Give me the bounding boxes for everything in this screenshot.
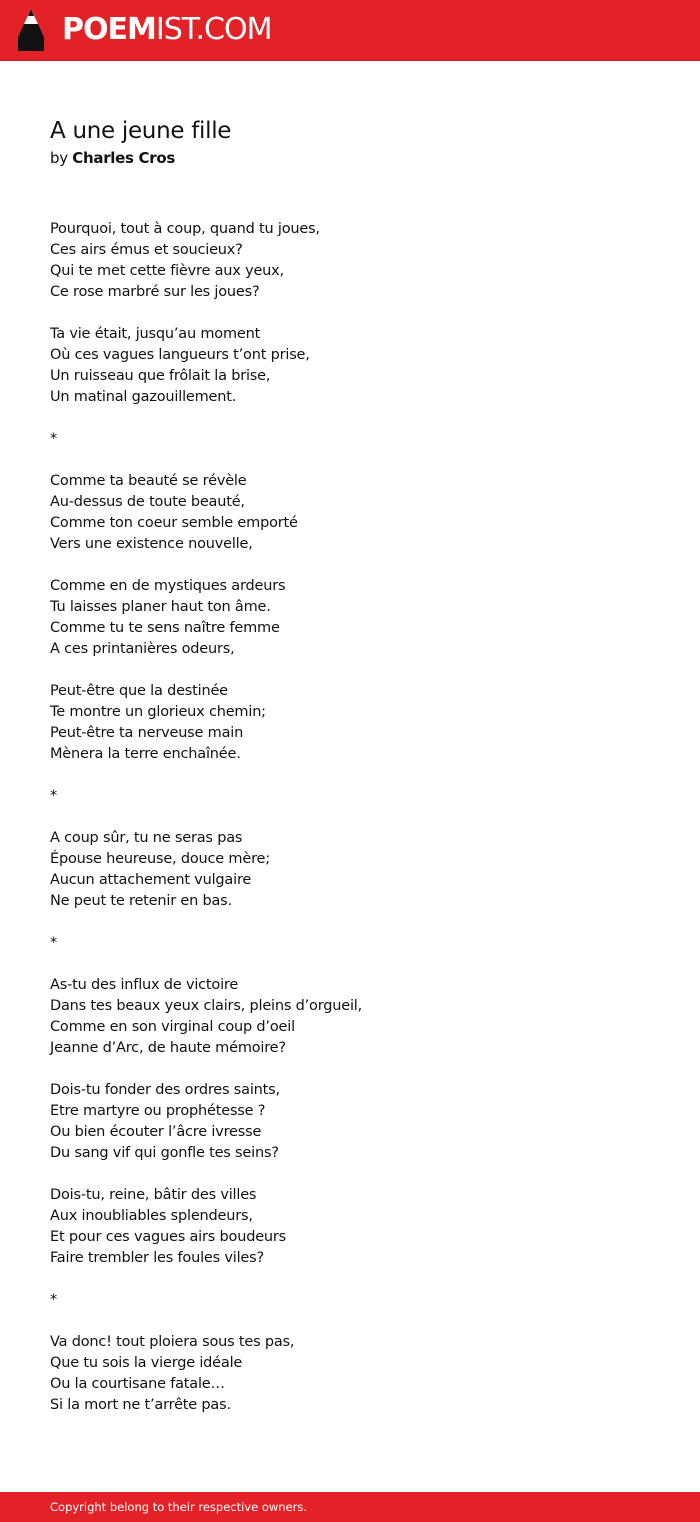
stanza	[50, 471, 650, 555]
poem-line: Peut-être ta nerveuse main	[50, 725, 244, 741]
poem-line: As-tu des influx de victoire	[50, 977, 239, 993]
poem-line: Ou bien écouter l’âcre ivresse	[50, 1124, 262, 1140]
poem-line: Aucun attachement vulgaire	[50, 872, 252, 888]
stanza	[50, 324, 650, 408]
poem-line: Dois-tu, reine, bâtir des villes	[50, 1187, 257, 1203]
poem-line: Vers une existence nouvelle,	[50, 536, 253, 552]
copyright-text: Copyright belong to their respective owners.	[50, 1500, 308, 1514]
poem-line: Va donc! tout ploiera sous tes pas,	[50, 1334, 295, 1350]
stanza	[50, 1080, 650, 1164]
poem-line: Ou la courtisane fatale…	[50, 1376, 225, 1392]
poem-line: Ne peut te retenir en bas.	[50, 893, 232, 909]
poem-line: Au-dessus de toute beauté,	[50, 494, 245, 510]
stanza	[50, 681, 650, 765]
poem-heading	[50, 116, 231, 168]
site-logo-text[interactable]	[62, 12, 271, 48]
poem-line: Comme en son virginal coup d’oeil	[50, 1019, 295, 1035]
poem-line: Pourquoi, tout à coup, quand tu joues,	[50, 221, 320, 237]
poem-line: *	[50, 935, 58, 951]
stanza-separator	[50, 1290, 650, 1311]
poem-line: Épouse heureuse, douce mère;	[50, 851, 270, 867]
poem-line: Tu laisses planer haut ton âme.	[50, 599, 271, 615]
poem-line: Ces airs émus et soucieux?	[50, 242, 243, 258]
stanza-separator	[50, 933, 650, 954]
poem-line: Qui te met cette fièvre aux yeux,	[50, 263, 284, 279]
poem-line: Et pour ces vagues airs boudeurs	[50, 1229, 287, 1245]
poem-title: A une jeune fille	[50, 118, 232, 144]
poem-line: Faire trembler les foules viles?	[50, 1250, 264, 1266]
poem-line: Comme ton coeur semble emporté	[50, 515, 298, 531]
poem-line: Mènera la terre enchaînée.	[50, 746, 241, 762]
stanza-separator	[50, 786, 650, 807]
stanza	[50, 828, 650, 912]
byline	[50, 148, 231, 168]
poem-line: Dois-tu fonder des ordres saints,	[50, 1082, 280, 1098]
stanza-separator	[50, 429, 650, 450]
poem-line: Peut-être que la destinée	[50, 683, 228, 699]
author-name[interactable]: Charles Cros	[72, 149, 175, 167]
poem-line: Ce rose marbré sur les joues?	[50, 284, 260, 300]
stanza	[50, 1332, 650, 1416]
poem-line: Etre martyre ou prophétesse ?	[50, 1103, 266, 1119]
poem-body	[50, 219, 650, 1437]
poem-line: Aux inoubliables splendeurs,	[50, 1208, 253, 1224]
brand-bold: POEM	[62, 12, 156, 47]
stanza	[50, 1185, 650, 1269]
poem-line: Dans tes beaux yeux clairs, pleins d’orgueil,	[50, 998, 363, 1014]
poem-line: *	[50, 1292, 58, 1308]
site-header	[0, 0, 700, 61]
poem-line: Comme tu te sens naître femme	[50, 620, 280, 636]
poem-line: *	[50, 431, 58, 447]
stanza	[50, 975, 650, 1059]
poem-line: Comme ta beauté se révèle	[50, 473, 247, 489]
poem-line: Comme en de mystiques ardeurs	[50, 578, 286, 594]
poem-line: Un ruisseau que frôlait la brise,	[50, 368, 271, 384]
poem-line: A ces printanières odeurs,	[50, 641, 235, 657]
pencil-logo-icon[interactable]	[18, 9, 44, 51]
poem-line: Jeanne d’Arc, de haute mémoire?	[50, 1040, 286, 1056]
poem-line: Si la mort ne t’arrête pas.	[50, 1397, 231, 1413]
poem-line: Te montre un glorieux chemin;	[50, 704, 266, 720]
poem-line: A coup sûr, tu ne seras pas	[50, 830, 243, 846]
poem-line: Que tu sois la vierge idéale	[50, 1355, 243, 1371]
poem-line: Un matinal gazouillement.	[50, 389, 237, 405]
byline-prefix: by	[50, 149, 68, 167]
poem-line: *	[50, 788, 58, 804]
stanza	[50, 576, 650, 660]
site-footer	[0, 1492, 700, 1522]
poem-line: Ta vie était, jusqu’au moment	[50, 326, 261, 342]
poem-line: Où ces vagues langueurs t’ont prise,	[50, 347, 310, 363]
poem-line: Du sang vif qui gonfle tes seins?	[50, 1145, 279, 1161]
stanza	[50, 219, 650, 303]
brand-light: IST.COM	[155, 12, 272, 47]
